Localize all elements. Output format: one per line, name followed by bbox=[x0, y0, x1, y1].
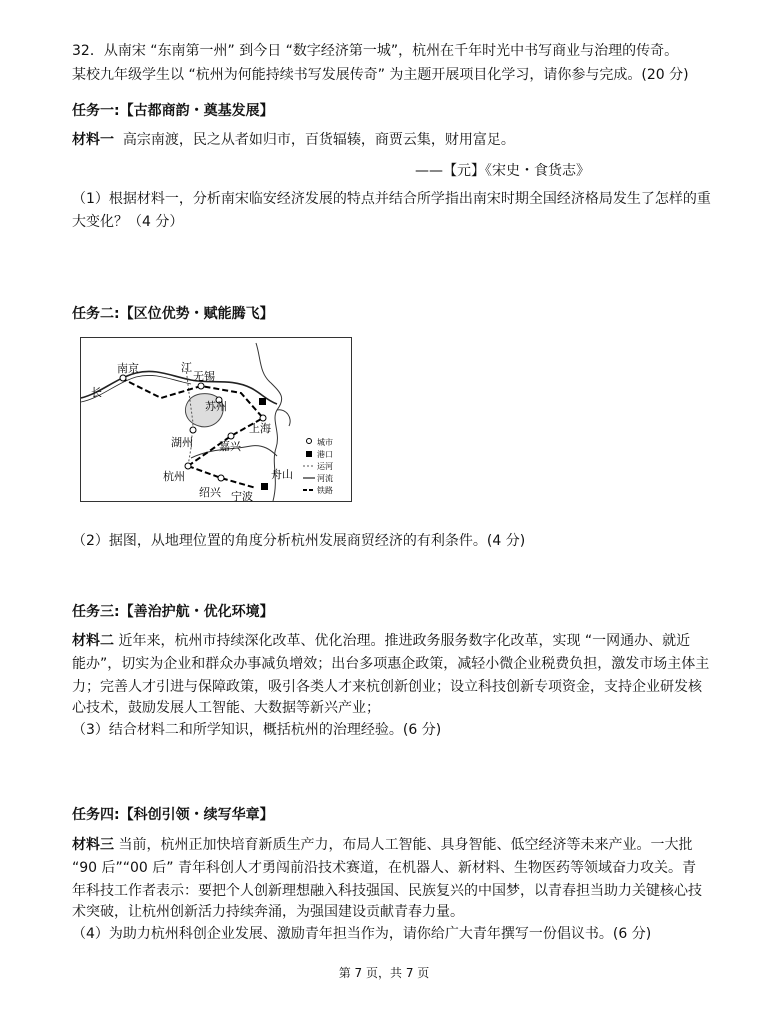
material-text: 近年来，杭州市持续深化改革、优化治理。推进政务服务数字化改革，实现 “一网通办、就近 bbox=[118, 633, 691, 649]
map-label-jiaxing: 嘉兴 bbox=[219, 440, 241, 453]
task3-material-line-4: 心技术，鼓励发展人工智能、大数据等新兴产业； bbox=[72, 700, 380, 716]
region-map bbox=[80, 337, 352, 502]
task2-title: 任务二:【区位优势・赋能腾飞】 bbox=[72, 306, 274, 322]
legend-canal: 运河 bbox=[317, 462, 333, 471]
task3-question: （3）结合材料二和所学知识，概括杭州的治理经验。(6 分) bbox=[72, 722, 442, 738]
map-label-shaoxing: 绍兴 bbox=[199, 486, 221, 499]
task4-material-line-3: 年科技工作者表示：要把个人创新理想融入科技强国、民族复兴的中国梦，以青春担当助力关键核心技 bbox=[72, 883, 702, 899]
task1-question-line-1: （1）根据材料一，分析南宋临安经济发展的特点并结合所学指出南宋时期全国经济格局发生了怎样的重 bbox=[72, 191, 711, 207]
map-label-suzhou: 苏州 bbox=[205, 400, 227, 413]
legend-river: 河流 bbox=[317, 474, 333, 483]
map-label-jiang: 江 bbox=[181, 361, 192, 374]
task2-question: （2）据图，从地理位置的角度分析杭州发展商贸经济的有利条件。(4 分) bbox=[72, 533, 526, 549]
page-number: 第 7 页，共 7 页 bbox=[338, 966, 430, 980]
legend-city: 城市 bbox=[317, 438, 333, 447]
map-label-shanghai: 上海 bbox=[249, 422, 271, 435]
map-label-nanjing: 南京 bbox=[117, 362, 139, 375]
legend-railway: 铁路 bbox=[317, 486, 333, 495]
question-intro-line-2: 某校九年级学生以 “杭州为何能持续书写发展传奇” 为主题开展项目化学习，请你参与完成。(20 分) bbox=[72, 67, 689, 83]
task4-material-line-1 bbox=[72, 836, 692, 854]
material-label: 材料一 bbox=[72, 132, 114, 148]
map-label-chang: 长 bbox=[91, 386, 102, 399]
task3-title: 任务三:【善治护航・优化环境】 bbox=[72, 604, 274, 620]
task3-material-line-2: 能办”，切实为企业和群众办事减负增效；出台多项惠企政策，减轻小微企业税费负担，激发市场主体主 bbox=[72, 656, 710, 672]
map-figure bbox=[81, 338, 351, 501]
material-source: ——【元】《宋史・食货志》 bbox=[415, 163, 590, 179]
map-label-ningbo: 宁波 bbox=[231, 490, 253, 501]
question-intro-line-1: 32．从南宋 “东南第一州” 到今日 “数字经济第一城”，杭州在千年时光中书写商业与治理的传奇。 bbox=[72, 43, 679, 59]
map-label-huzhou: 湖州 bbox=[171, 436, 193, 449]
task3-material-line-3: 力；完善人才引进与保障政策，吸引各类人才来杭创新创业；设立科技创新专项资金，支持企业研发核 bbox=[72, 679, 702, 695]
task3-material-line-1 bbox=[72, 632, 690, 650]
task4-title: 任务四:【科创引领・续写华章】 bbox=[72, 807, 274, 823]
map-label-zhoushan: 舟山 bbox=[271, 468, 293, 481]
task1-title: 任务一:【古都商韵・奠基发展】 bbox=[72, 103, 274, 119]
legend-port: 港口 bbox=[317, 450, 333, 459]
material-label: 材料三 bbox=[72, 837, 114, 853]
map-legend bbox=[303, 437, 333, 495]
map-label-hangzhou: 杭州 bbox=[163, 470, 185, 483]
task1-question-line-2: 大变化？（4 分） bbox=[72, 214, 184, 230]
task1-material bbox=[72, 131, 515, 149]
material-label: 材料二 bbox=[72, 633, 114, 649]
task4-material-line-4: 术突破，让杭州创新活力持续奔涌，为强国建设贡献青春力量。 bbox=[72, 904, 464, 920]
task4-question: （4）为助力杭州科创企业发展、激励青年担当作为，请你给广大青年撰写一份倡议书。(6 分) bbox=[72, 926, 652, 942]
material-text: 高宗南渡，民之从者如归市，百货辐辏，商贾云集，财用富足。 bbox=[122, 132, 515, 148]
material-text: 当前，杭州正加快培育新质生产力，布局人工智能、具身智能、低空经济等未来产业。一大批 bbox=[118, 837, 693, 853]
task4-material-line-2: “90 后”“00 后” 青年科创人才勇闯前沿技术赛道，在机器人、新材料、生物医药等领域奋力攻关。青 bbox=[72, 860, 696, 876]
map-label-wuxi: 无锡 bbox=[193, 370, 215, 383]
